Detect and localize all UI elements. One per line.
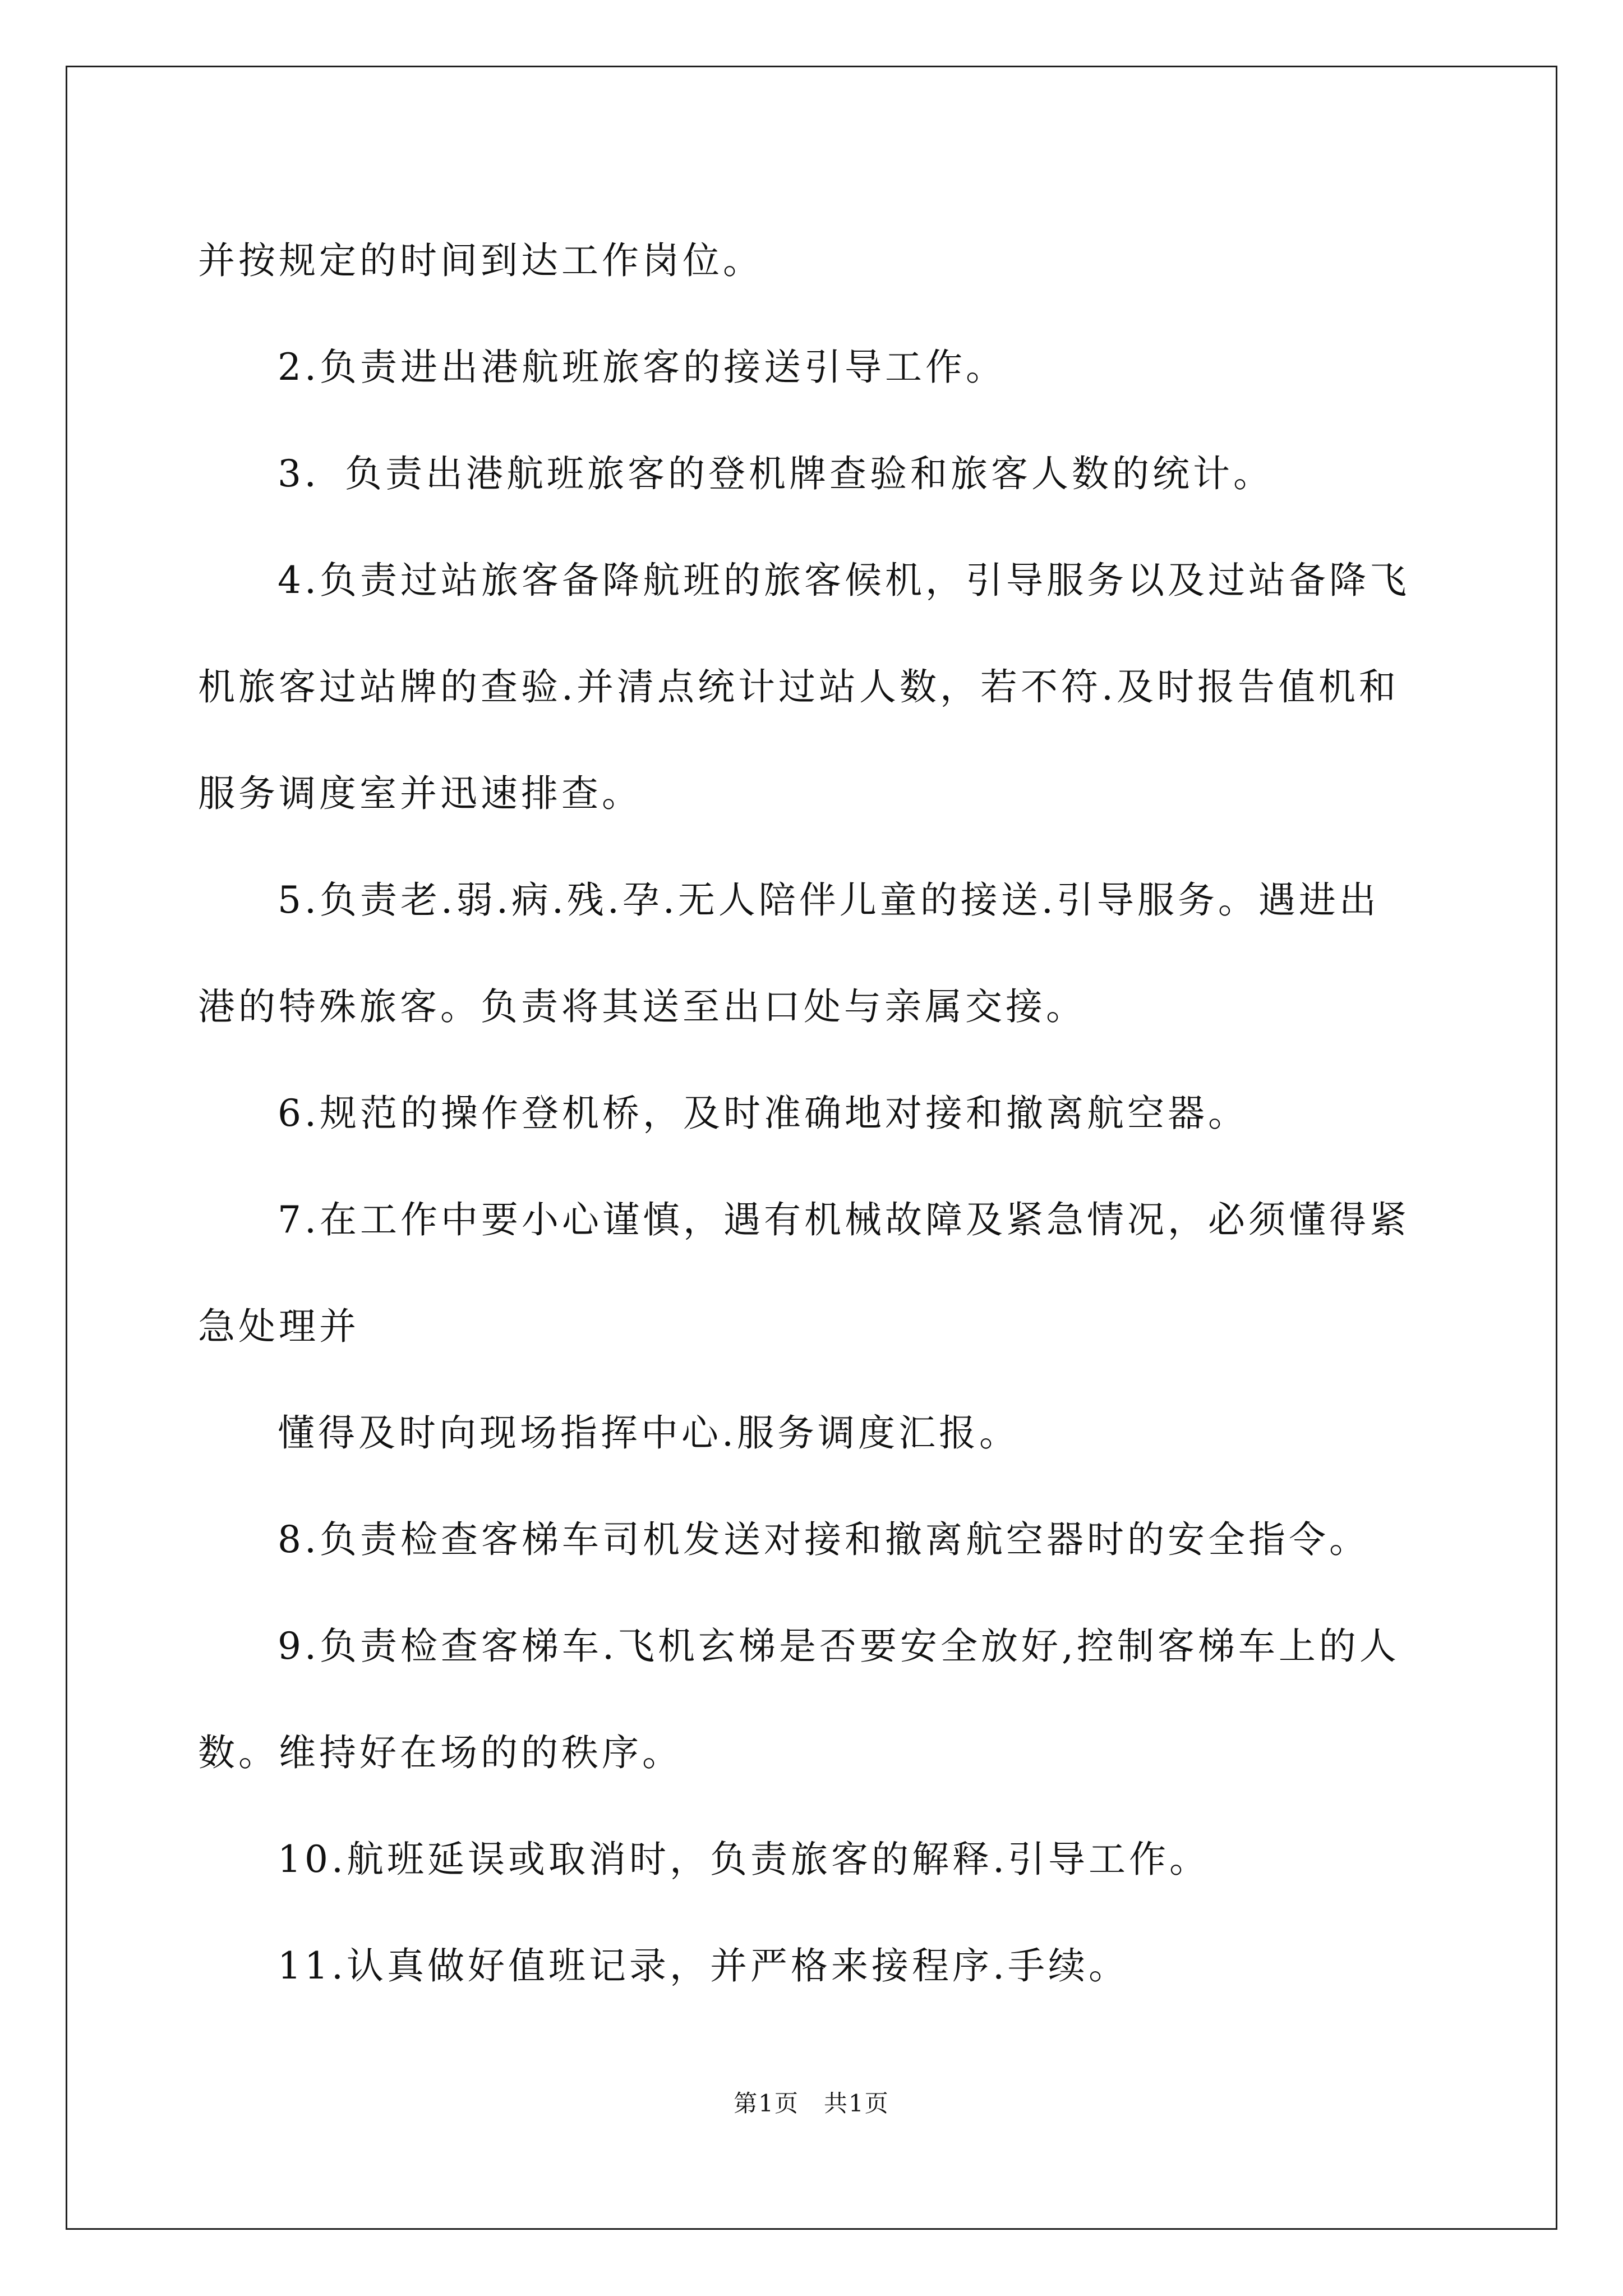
paragraph-item-9 (198, 1593, 1443, 1700)
paragraph-item-10 (198, 1806, 1443, 1913)
paragraph-item-7-second (198, 1380, 1443, 1487)
line: 7.在工作中要小心谨慎，遇有机械故障及紧急情况，必须懂得紧 (278, 1198, 1410, 1241)
line: 6.规范的操作登机桥，及时准确地对接和撤离航空器。 (278, 1092, 1248, 1135)
line: 9.负责检查客梯车.飞机玄梯是否要安全放好,控制客梯车上的人 (278, 1625, 1400, 1668)
paragraph-item-5 (198, 847, 1443, 954)
line: 并按规定的时间到达工作岗位。 (198, 239, 763, 282)
paragraph-continuation (198, 208, 1443, 314)
line: 港的特殊旅客。负责将其送至出口处与亲属交接。 (198, 985, 1086, 1028)
paragraph-item-9-cont (198, 1700, 1443, 1806)
line: 懂得及时向现场指挥中心.服务调度汇报。 (278, 1411, 1020, 1455)
line: 急处理并 (198, 1305, 359, 1348)
paragraph-item-2 (198, 314, 1443, 421)
line: 3．负责出港航班旅客的登机牌查验和旅客人数的统计。 (278, 452, 1274, 495)
page-footer: 第1页 共1页 (734, 2090, 889, 2117)
paragraph-item-4-cont (198, 740, 1443, 847)
paragraph-item-7 (198, 1167, 1443, 1273)
line: 机旅客过站牌的查验.并清点统计过站人数，若不符.及时报告值机和 (198, 665, 1399, 708)
line: 5.负责老.弱.病.残.孕.无人陪伴儿童的接送.引导服务。遇进出 (278, 878, 1380, 922)
line: 2.负责进出港航班旅客的接送引导工作。 (278, 346, 1006, 389)
paragraph-item-4-cont (198, 634, 1443, 740)
paragraph-item-5-cont (198, 954, 1443, 1060)
document-body (198, 208, 1443, 2019)
line: 4.负责过站旅客备降航班的旅客候机，引导服务以及过站备降飞 (278, 559, 1410, 602)
line: 10.航班延误或取消时，负责旅客的解释.引导工作。 (278, 1838, 1210, 1881)
paragraph-item-6 (198, 1060, 1443, 1167)
line: 11.认真做好值班记录，并严格来接程序.手续。 (278, 1944, 1129, 1987)
line: 服务调度室并迅速排查。 (198, 772, 642, 815)
paragraph-item-3 (198, 421, 1443, 527)
line: 数。维持好在场的的秩序。 (198, 1731, 683, 1774)
paragraph-item-11 (198, 1913, 1443, 2019)
paragraph-item-8 (198, 1487, 1443, 1593)
line: 8.负责检查客梯车司机发送对接和撤离航空器时的安全指令。 (278, 1518, 1370, 1561)
paragraph-item-7-cont (198, 1273, 1443, 1380)
paragraph-item-4 (198, 527, 1443, 634)
